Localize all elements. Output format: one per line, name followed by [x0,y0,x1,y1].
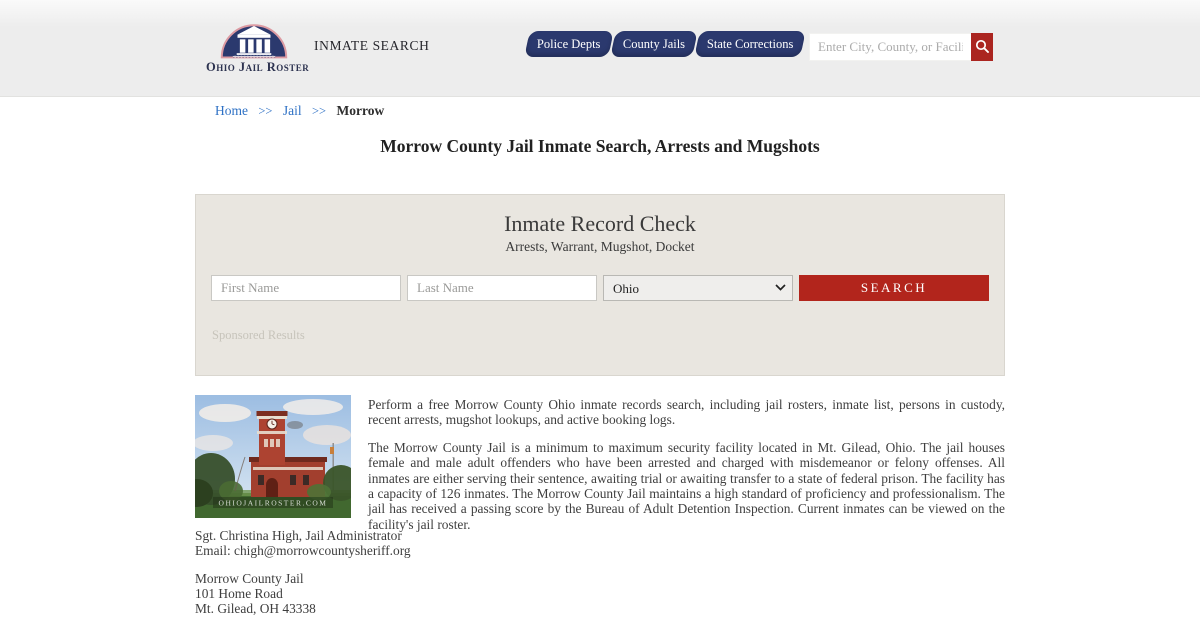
article-paragraph: Perform a free Morrow County Ohio inmate records search, including jail rosters, inmate list, persons in custody, recent arrests, mugshot lookups, and active booking logs. [368,397,1005,428]
site-tagline: INMATE SEARCH [314,38,430,53]
breadcrumb-separator: >> [258,104,273,118]
first-name-field[interactable] [211,275,401,301]
main-nav [527,31,805,57]
breadcrumb [215,103,384,119]
record-search-button[interactable]: SEARCH [799,275,989,301]
state-select[interactable] [603,275,793,301]
courthouse-dome-icon [206,15,302,59]
record-check-subtitle: Arrests, Warrant, Mugshot, Docket [505,239,695,254]
sponsored-results-label: Sponsored Results [212,328,305,342]
facility-search [809,33,993,61]
address-city: Mt. Gilead, OH 43338 [195,601,316,616]
photo-watermark: OHIOJAILROSTER.COM [218,498,328,508]
facility-name: Morrow County Jail [195,571,304,586]
page-title: Morrow County Jail Inmate Search, Arrests and Mugshots [380,136,820,156]
nav-tab-label: State Corrections [706,36,794,51]
record-check-title: Inmate Record Check [504,211,696,236]
breadcrumb-link-jail[interactable]: Jail [282,103,302,118]
article-paragraph: The Morrow County Jail is a minimum to maximum security facility located in Mt. Gilead, Ohio. The jail houses female and male adult offenders who have been arrested and charged with misdemeanor or felony offenses. All inmates are either serving their sentence, awaiting trial or awaiting transfer to a state of federal prison. The facility has a capacity of 126 inmates. The Morrow County Jail maintains a high standard of proficiency and professionalism. The jail has received a passing score by the Bureau of Adult Detention Inspection. Current inmates can be viewed on the facility's jail roster. [368,439,1005,532]
jail-administrator-line: Sgt. Christina High, Jail Administrator [195,528,402,543]
last-name-field[interactable] [407,275,597,301]
address-street: 101 Home Road [195,586,283,601]
nav-tab-county-jails[interactable] [610,31,698,57]
facility-search-button[interactable] [971,33,993,61]
breadcrumb-separator: >> [311,104,327,118]
article [195,395,1005,532]
facility-search-input[interactable] [809,33,971,61]
nav-tab-label: County Jails [622,36,685,51]
courthouse-photo[interactable] [195,395,351,518]
nav-tab-state-corrections[interactable] [694,31,806,57]
state-select-wrap [603,275,793,301]
nav-tab-police-depts[interactable] [524,31,613,57]
record-check-form [211,275,989,301]
breadcrumb-current: Morrow [336,103,385,118]
article-text [368,395,1005,532]
search-icon [975,39,989,56]
inmate-record-check-panel [195,194,1005,376]
email-line: Email: chigh@morrowcountysheriff.org [195,543,411,558]
logo-caption: Ohio Jail Roster [206,60,310,74]
nav-tab-label: Police Depts [537,36,601,51]
contact-info [195,528,411,616]
breadcrumb-link-home[interactable]: Home [215,103,248,118]
site-logo[interactable] [206,15,310,75]
site-header [0,0,1200,97]
